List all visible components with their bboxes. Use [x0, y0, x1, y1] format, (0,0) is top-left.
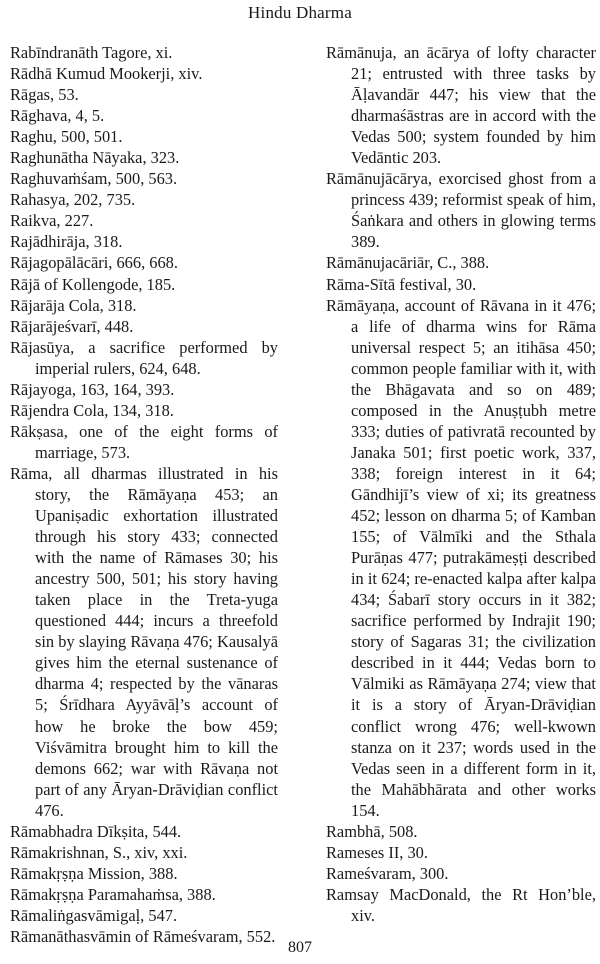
index-entry: Rāmanāthasvāmin of Rāmeśvaram, 552. [10, 926, 276, 946]
index-entry: Rājarāja Cola, 318. [10, 295, 137, 315]
index-entry: Rāmakṛṣṇa Mission, 388. [10, 863, 178, 883]
index-entry: Rājarājeśvarī, 448. [10, 316, 134, 336]
index-entry: Raghu, 500, 501. [10, 127, 123, 147]
index-entry: Rāma, all dharmas illustrated in his story, the Rāmāyaṇa 453; an Upaniṣadic exhortation illustrated through his story 433; connected with the name of Rāmases 30; his ancestry 500, 501; his story having taken place in the Treta-yuga questioned 444; incurs a threefold sin by slaying Rāvaṇa 476; Kausalyā gives him the eternal sustenance of dharma 4; respected by the vānaras 5; Śrīdhara Ayyāvāḷ’s account of how he broke the bow 459; Viśvāmitra brought him to kill the demons 662; war with Rāvaṇa not part of any Āryan-Drāviḍian conflict 476. [10, 463, 278, 820]
index-entry: Rambhā, 508. [326, 821, 418, 841]
index-entry: Rāmānujacāriār, C., 388. [326, 253, 490, 273]
index-entry: Rāmabhadra Dīkṣita, 544. [10, 821, 182, 841]
page-number: 807 [288, 939, 312, 956]
index-entry: Rājasūya, a sacrifice performed by imperial rulers, 624, 648. [10, 337, 278, 378]
index-entry: Raikva, 227. [10, 211, 94, 231]
index-entry: Rākṣasa, one of the eight forms of marriage, 573. [10, 421, 278, 462]
running-head: Hindu Dharma [248, 3, 352, 22]
index-entry: Rahasya, 202, 735. [10, 190, 136, 210]
index-entry: Rajādhirāja, 318. [10, 232, 123, 252]
index-column-left [10, 42, 278, 947]
index-entry: Rameśvaram, 300. [326, 863, 449, 883]
index-entry: Rājagopālācāri, 666, 668. [10, 253, 178, 273]
index-column-right [326, 42, 596, 926]
index-entry: Rāghava, 4, 5. [10, 106, 105, 126]
index-entry: Rabīndranāth Tagore, xi. [10, 43, 173, 62]
index-entry: Rājā of Kollengode, 185. [10, 274, 176, 294]
index-entry: Rāmaliṅgasvāmigaḷ, 547. [10, 905, 178, 925]
index-entry: Rājendra Cola, 134, 318. [10, 400, 174, 420]
index-entry: Rāmakṛṣṇa Paramahaṁsa, 388. [10, 884, 216, 904]
index-entry: Rāmānuja, an ācārya of lofty character 21; entrusted with three tasks by Āḷavandār 447; his view that the dharmaśāstras are in accord with the Vedas 500; system founded by him Vedāntic 203. [326, 43, 596, 168]
index-entry: Rāma-Sītā festival, 30. [326, 274, 477, 294]
index-entry: Raghuvaṁśam, 500, 563. [10, 169, 178, 189]
index-entry: Raghunātha Nāyaka, 323. [10, 148, 180, 168]
index-entry: Rāmāyaṇa, account of Rāvana in it 476; a life of dharma wins for Rāma universal respect 5; an itihāsa 450; common people familiar with it, with the Bhāgavata and so on 489; composed in the Anuṣṭubh metre 333; duties of pativratā recounted by Janaka 501; first poetic work, 337, 338; foreign interest in it 64; Gāndhijī’s view of xi; its greatness 452; lesson on dharma 5; of Kamban 155; of Vālmīki and the Sthala Purāṇas 477; putrakāmeṣṭi described in it 624; re-enacted kalpa after kalpa 434; Śabarī story occurs in it 382; sacrifice performed by Indrajit 190; story of Sagaras 31; the civilization described in it 444; Vedas born to Vālmiki as Rāmāyaṇa 274; view that it is a story of Āryan-Drāviḍian conflict wrong 476; well-kwown stanza on it 237; words used in the Vedas seen in a different form in it, the Mahābhārata and other works 154. [326, 295, 596, 820]
index-entry: Ramsay MacDonald, the Rt Hon’ble, xiv. [326, 884, 596, 925]
index-entry: Rājayoga, 163, 164, 393. [10, 379, 175, 399]
index-entry: Rādhā Kumud Mookerji, xiv. [10, 64, 203, 84]
index-entry: Rameses II, 30. [326, 842, 428, 862]
index-entry: Rāmānujācārya, exorcised ghost from a princess 439; reformist speak of him, Śaṅkara and others in glowing terms 389. [326, 169, 596, 252]
index-entry: Rāmakrishnan, S., xiv, xxi. [10, 842, 188, 862]
index-entry: Rāgas, 53. [10, 85, 79, 105]
